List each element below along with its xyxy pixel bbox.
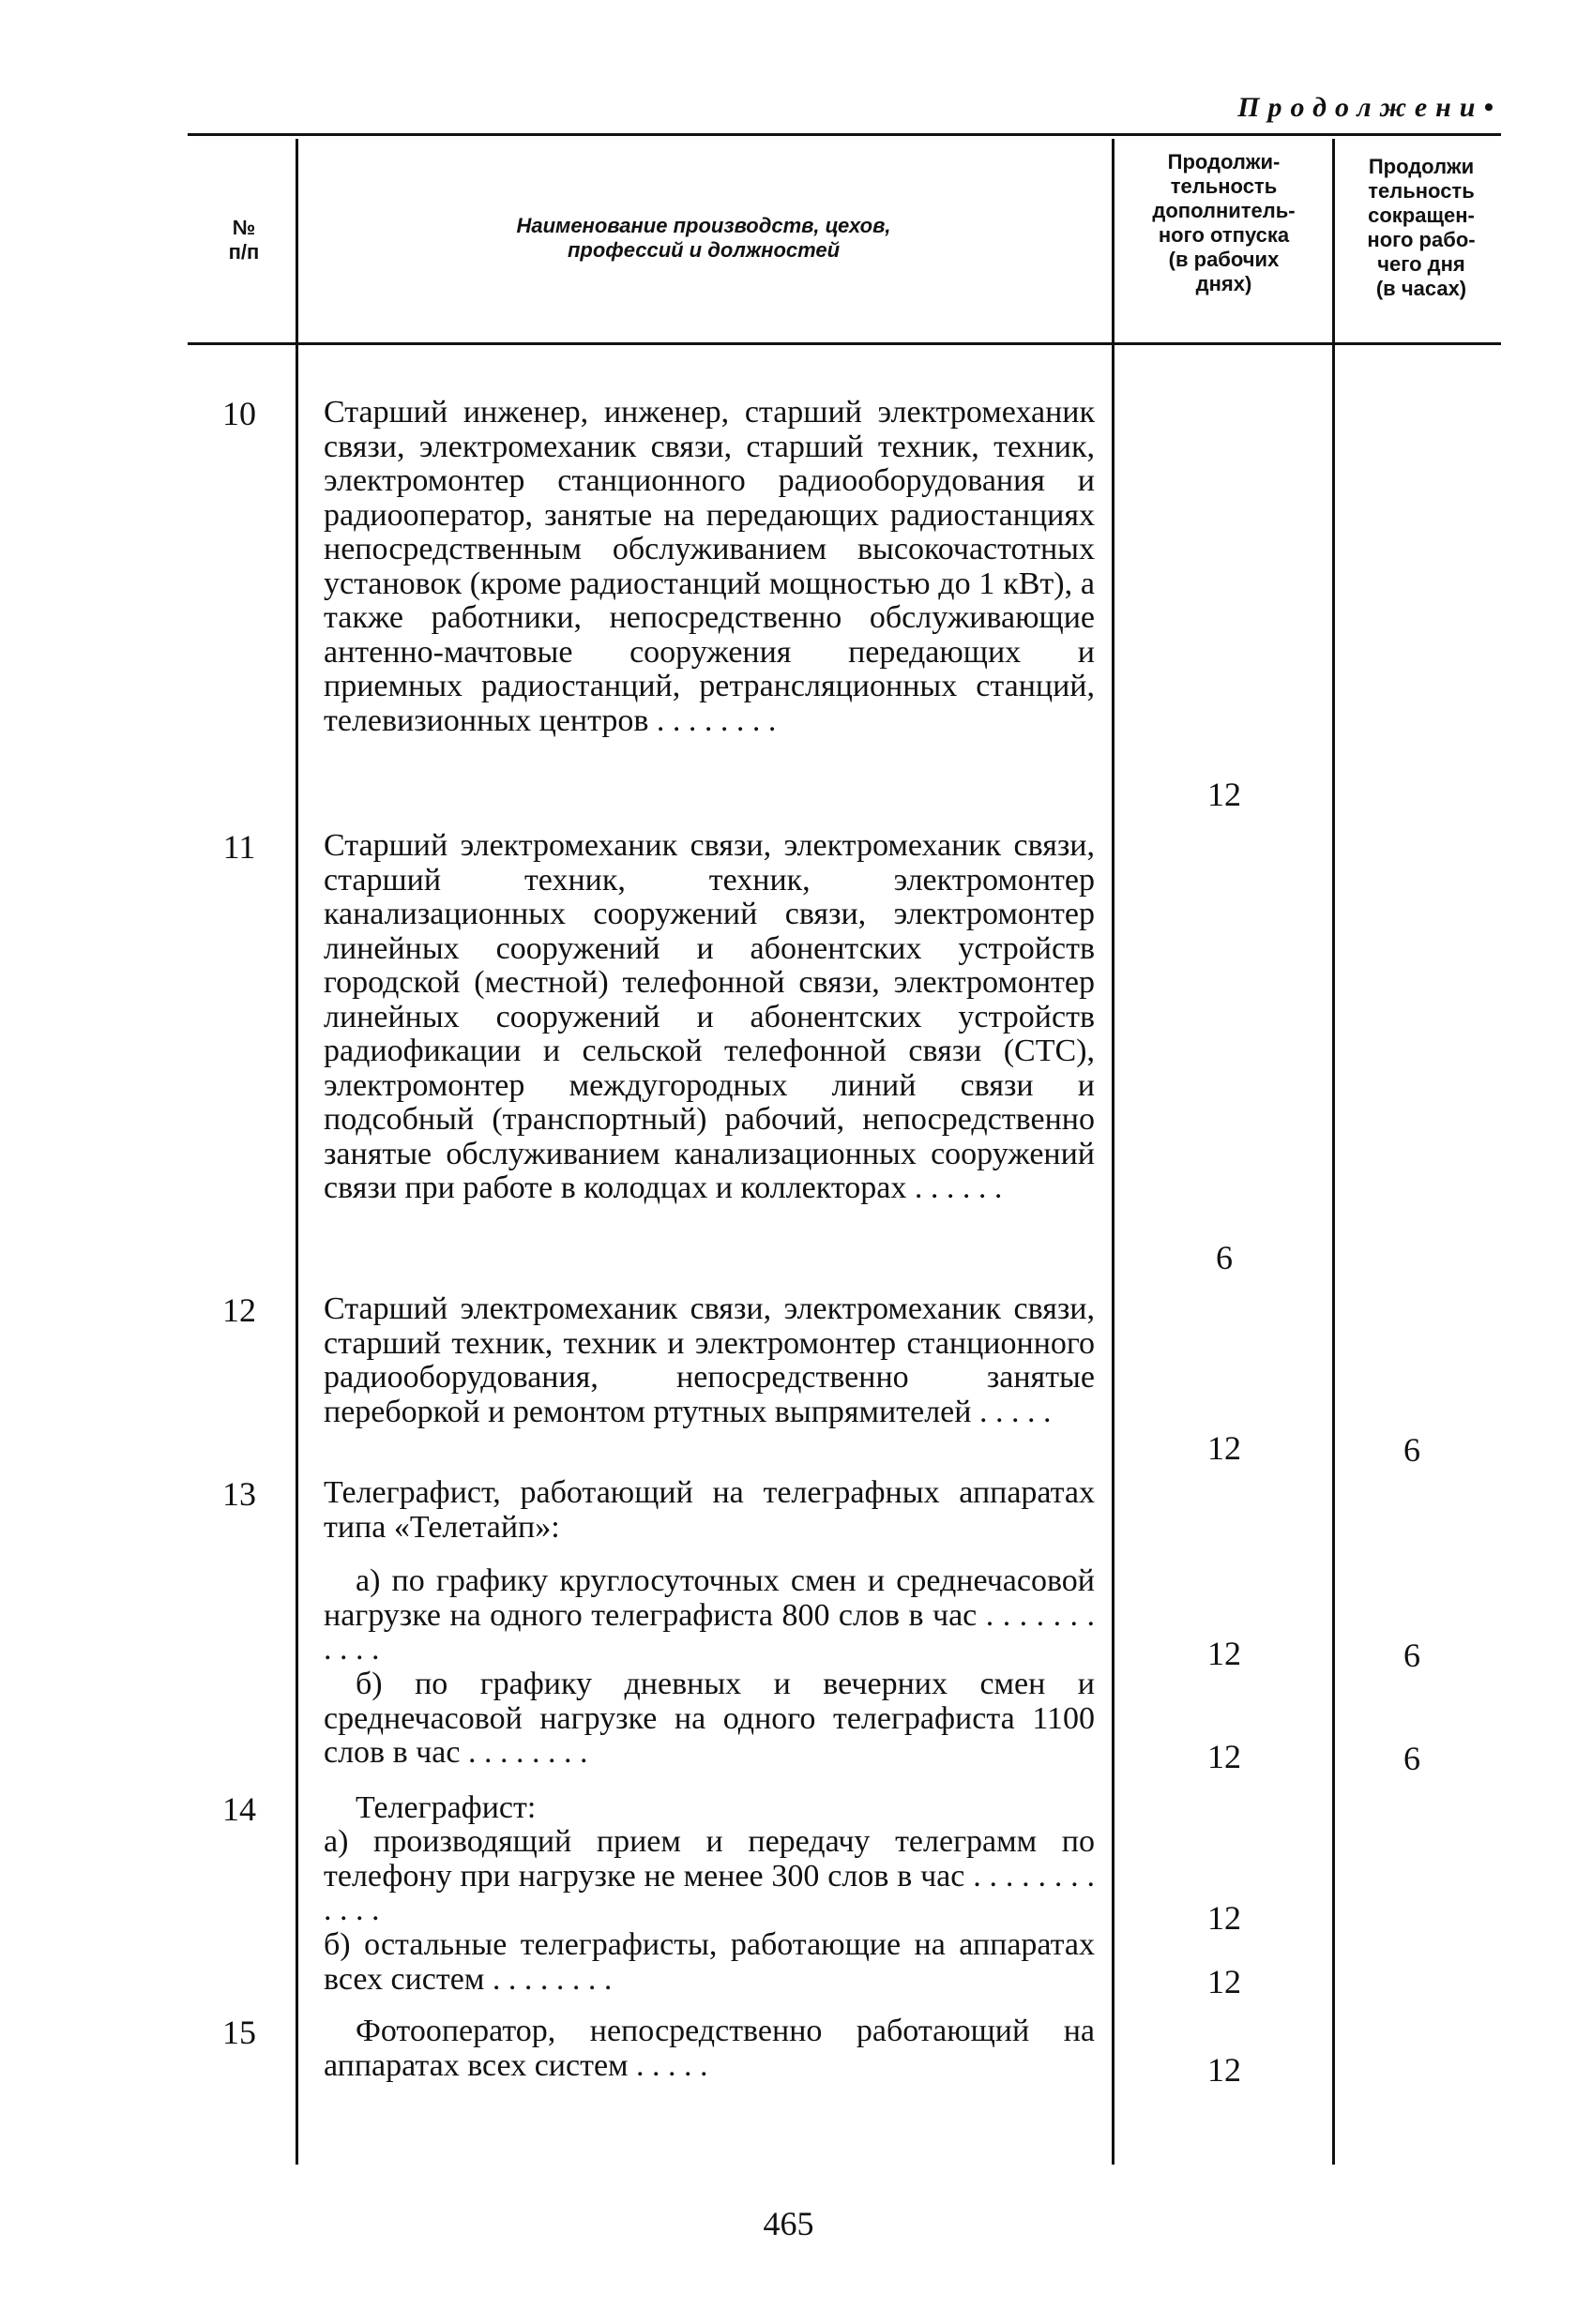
row-description (324, 829, 1095, 1279)
shortday-hours-value: 6 (1403, 1740, 1420, 1777)
row-subitem-text: а) по графику круглосуточных смен и среднечасовой нагрузке на одного телеграфиста 800 слов в час . . . . . . . . . . . (324, 1563, 1095, 1667)
header-col-number: № п/п (228, 216, 260, 264)
row-text: Старший электромеханик связи, электромеханик связи, старший техник, техник и электромонтер станционного радиооборудования, непосредственно занятые переборкой и ремонтом ртутных выпрямителей . . . . . (324, 1291, 1095, 1429)
leave-days-value: 12 (1207, 776, 1241, 813)
leave-days-value: 12 (1207, 1635, 1241, 1672)
shortday-hours-value: 6 (1403, 1431, 1420, 1469)
row-text: Телеграфист, работающий на телеграфных аппаратах типа «Телетайп»: (324, 1475, 1095, 1545)
header-col-name: Наименование производств, цехов, профессий и должностей (516, 214, 891, 262)
leave-days-value: 6 (1216, 1239, 1233, 1276)
row-subitem-text: а) производящий прием и передачу телеграмм по телефону при нагрузке не менее 300 слов в час . . . . . . . . . . . . (324, 1824, 1095, 1927)
column-divider-2 (1112, 139, 1115, 2165)
row-text: Фотооператор, непосредственно работающий на аппаратах всех систем . . . . . (324, 2014, 1095, 2083)
header-bottom-rule (188, 342, 1501, 345)
row-subitem (324, 1564, 1095, 1668)
page-number: 465 (763, 2205, 814, 2242)
row-text: Телеграфист: (356, 1790, 537, 1825)
row-number: 15 (222, 2014, 256, 2051)
row-subitem-text: б) остальные телеграфисты, работающие на аппаратах всех систем . . . . . . . . (324, 1927, 1095, 1997)
row-text: Старший электромеханик связи, электромеханик связи, старший техник, техник, электромонтер канализационных сооружений связи, электромонтер линейных сооружений и абонентских устройств городской (местной) телефонной связи, электромонтер линейных сооружений и абонентских устройств радиофикации и сельской телефонной связи (СТС), электромонтер междугородных линий связи и подсобный (транспортный) рабочий, непосредственно занятые обслуживанием канализационных сооружений связи при работе в колодцах и коллекторах . . . . . . (324, 828, 1095, 1205)
row-subitem (324, 1928, 1095, 1999)
header-col-shortday: Продолжи тельность сокращен- ного рабо- чего дня (в часах) (1367, 155, 1476, 300)
row-number: 13 (222, 1475, 256, 1513)
header-col-leave: Продолжи- тельность дополнитель- ного отпуска (в рабочих днях) (1152, 150, 1296, 295)
column-divider-3 (1332, 139, 1335, 2165)
row-subitem-text: б) по графику дневных и вечерних смен и среднечасовой нагрузке на одного телеграфиста 1100 слов в час . . . . . . . . (324, 1667, 1095, 1770)
row-number: 10 (222, 395, 256, 432)
row-number: 14 (222, 1790, 256, 1828)
leave-days-value: 12 (1207, 1429, 1241, 1467)
leave-days-value: 12 (1207, 2051, 1241, 2089)
row-description (324, 1292, 1095, 1461)
continuation-label: Продолжени• (1237, 92, 1502, 123)
row-number: 11 (222, 828, 256, 866)
row-description (324, 1476, 1095, 1551)
row-subitem (324, 1825, 1095, 1928)
leave-days-value: 12 (1207, 1738, 1241, 1775)
table-top-rule (188, 133, 1501, 136)
row-number: 12 (222, 1291, 256, 1329)
leave-days-value: 12 (1207, 1899, 1241, 1937)
row-subitem (324, 1668, 1095, 1771)
column-divider-1 (296, 139, 298, 2165)
row-description (324, 1791, 1095, 1829)
leave-days-value: 12 (1207, 1963, 1241, 2000)
row-description (324, 396, 1095, 818)
row-text: Старший инженер, инженер, старший электромеханик связи, электромеханик связи, старший техник, техник, электромонтер станционного радиооборудования и радиооператор, занятые на передающих радиостанциях непосредственным обслуживанием высокочастотных установок (кроме радиостанций мощностью до 1 кВт), а также работники, непосредственно обслуживающие антенно-мачтовые сооружения передающих и приемных радиостанций, ретрансляционных станций, телевизионных центров . . . . . . . . (324, 395, 1095, 738)
shortday-hours-value: 6 (1403, 1637, 1420, 1674)
row-description (324, 2015, 1095, 2085)
